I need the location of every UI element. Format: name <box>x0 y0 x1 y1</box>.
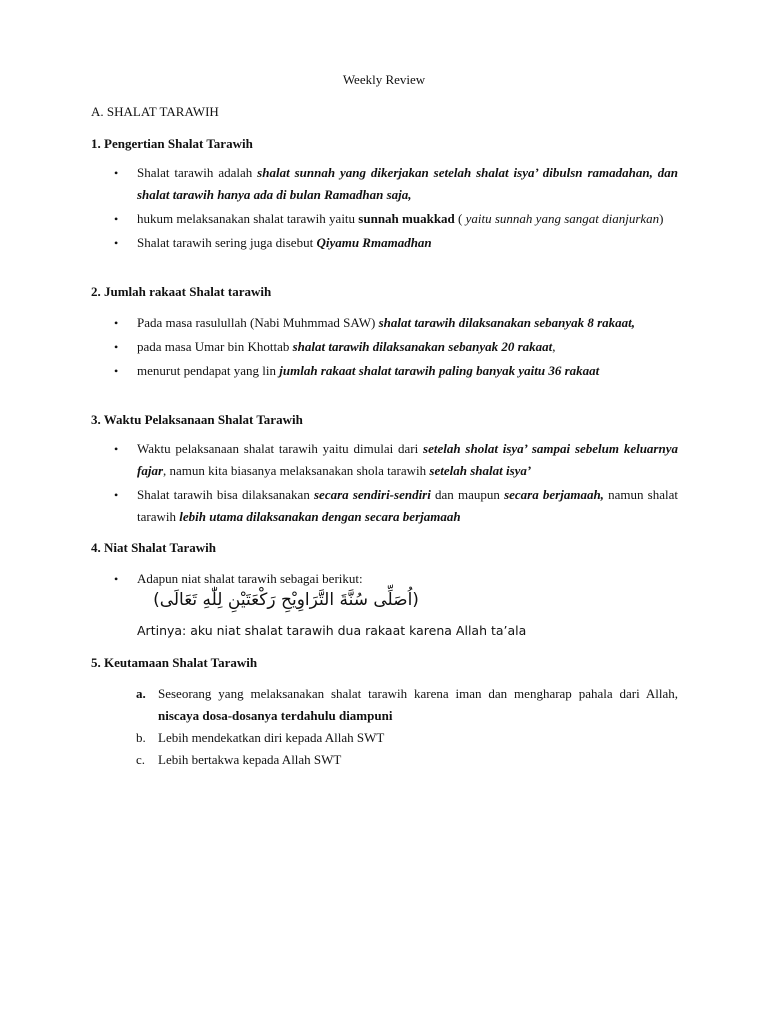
subsection-heading-1: 1. Pengertian Shalat Tarawih <box>91 136 253 151</box>
list-item: • Shalat tarawih bisa dilaksanakan secara sendiri-sendiri dan maupun secara berjamaah, namun shalat tarawih lebih utama dilaksanakan dengan secara berjamaah <box>114 484 678 528</box>
list-item: • Shalat tarawih adalah shalat sunnah yang dikerjakan setelah shalat isya’ dibulsn ramadahan, dan shalat tarawih hanya ada di bulan Ramadhan saja, <box>114 162 678 206</box>
page-title: Weekly Review <box>342 72 426 87</box>
list-item: • hukum melaksanakan shalat tarawih yaitu sunnah muakkad ( yaitu sunnah yang sangat dianjurkan) <box>114 208 678 230</box>
list-item: • Shalat tarawih sering juga disebut Qiyamu Rmamadhan <box>114 232 678 254</box>
subsection-heading-2: 2. Jumlah rakaat Shalat tarawih <box>91 284 272 299</box>
list-item: • Pada masa rasulullah (Nabi Muhmmad SAW) shalat tarawih dilaksanakan sebanyak 8 rakaat, <box>114 312 678 334</box>
subsection-heading-5: 5. Keutamaan Shalat Tarawih <box>91 655 258 670</box>
bullet-list-3 <box>114 438 678 530</box>
section-heading: A. SHALAT TARAWIH <box>91 104 219 119</box>
list-item: • pada masa Umar bin Khottab shalat tarawih dilaksanakan sebanyak 20 rakaat, <box>114 336 678 358</box>
list-item: c. Lebih bertakwa kepada Allah SWT <box>136 752 342 767</box>
list-item: • Waktu pelaksanaan shalat tarawih yaitu dimulai dari setelah sholat isya’ sampai sebelum keluarnya fajar, namun kita biasanya melaksanakan shola tarawih setelah shalat isya’ <box>114 438 678 482</box>
list-item: a. Seseorang yang melaksanakan shalat tarawih karena iman dan mengharap pahala dari Allah, niscaya dosa-dosanya terdahulu diampuni <box>136 686 678 723</box>
lettered-list <box>136 683 678 771</box>
subsection-heading-4: 4. Niat Shalat Tarawih <box>91 540 216 555</box>
list-item: • menurut pendapat yang lin jumlah rakaat shalat tarawih paling banyak yaitu 36 rakaat <box>114 360 678 382</box>
list-item: • Adapun niat shalat tarawih sebagai berikut: <box>114 568 678 590</box>
subsection-heading-3: 3. Waktu Pelaksanaan Shalat Tarawih <box>91 412 303 427</box>
bullet-list-1 <box>114 162 678 256</box>
bullet-list-2 <box>114 312 678 384</box>
arabic-niat-text: (اُصَلِّى سُنَّةَ التَّرَاوِيْحِ رَكْعَتَيْنِ لِلّٰهِ تَعَالَى) <box>153 590 419 610</box>
bullet-list-4 <box>114 568 678 592</box>
list-item: b. Lebih mendekatkan diri kepada Allah SWT <box>136 730 385 745</box>
translation-text: Artinya: aku niat shalat tarawih dua rakaat karena Allah ta’ala <box>137 623 527 638</box>
